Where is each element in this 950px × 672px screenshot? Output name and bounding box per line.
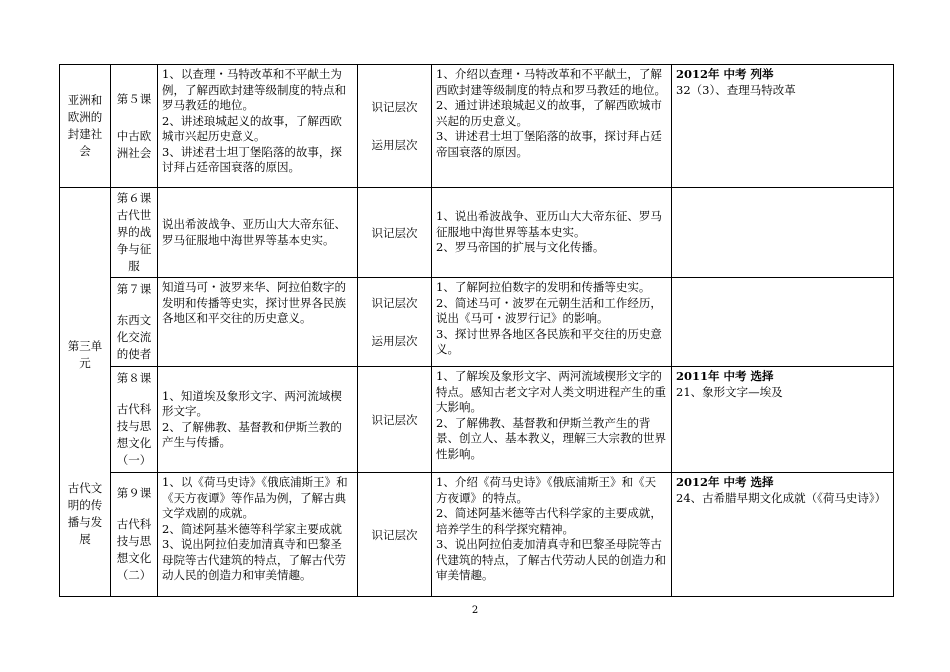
lesson-cell (111, 473, 158, 597)
lesson-number: 第６课 (116, 191, 152, 205)
goal-item: 说出希波战争、亚历山大大帝东征、罗马征服地中海世界等基本史实。 (162, 217, 346, 247)
exam-cell (672, 65, 894, 188)
level-cell (358, 367, 432, 473)
detail-item: 1、介绍《荷马史诗》《俄底浦斯王》和《天方夜谭》的特点。 (436, 475, 657, 505)
exam-detail: 21、象形文字—埃及 (676, 384, 783, 399)
exam-type: 年 中考 选择 (708, 475, 774, 489)
detail-item: 1、说出希波战争、亚历山大大帝东征、罗马征服地中海世界等基本史实。 (436, 209, 662, 239)
detail-item: 1、介绍以查理・马特改革和不平献土，了解西欧封建等级制度的特点和罗马教廷的地位。 (436, 67, 666, 97)
unit-label: 第三单元 (67, 339, 103, 370)
goal-item: 1、以《荷马史诗》《俄底浦斯王》和《天方夜谭》等作品为例，了解古典文学戏剧的成就。 (162, 475, 348, 520)
goal-item: 3、讲述君士坦丁堡陷落的故事，探讨拜占廷帝国衰落的原因。 (162, 144, 342, 174)
detail-item: 2、简述马可・波罗在元朝生活和工作经历，说出《马可・波罗行记》的影响。 (436, 295, 662, 325)
goal-item: 1、以查理・马特改革和不平献土为例，了解西欧封建等级制度的特点和罗马教廷的地位。 (162, 67, 346, 112)
level-label: 运用层次 (371, 138, 418, 152)
detail-item: 1、了解阿拉伯数字的发明和传播等史实。 (436, 280, 651, 294)
table-row (60, 278, 894, 367)
detail-item: 1、了解埃及象形文字、两河流域楔形文字的特点。感知古老文字对人类文明进程产生的重大影响。 (436, 369, 666, 414)
lesson-title: 古代科技与思想文化（一） (116, 402, 152, 467)
unit-name: 古代文明的传播与发展 (67, 481, 103, 546)
level-label: 识记层次 (371, 527, 418, 542)
detail-cell (432, 473, 672, 597)
exam-type: 年 中考 选择 (708, 369, 774, 383)
exam-type: 年 中考 列举 (708, 67, 774, 81)
lesson-cell (111, 188, 158, 278)
level-label: 运用层次 (371, 334, 418, 348)
lesson-title: 古代科技与思想文化（二） (116, 517, 152, 582)
detail-item: 2、简述阿基米德等古代科学家的主要成就，培养学生的科学探究精神。 (436, 506, 662, 536)
detail-item: 2、罗马帝国的扩展与文化传播。 (436, 240, 605, 255)
level-label: 识记层次 (371, 100, 418, 114)
detail-item: 2、了解佛教、基督教和伊斯兰教产生的背景、创立人、基本教义，理解三大宗教的世界性影响。 (436, 415, 666, 461)
detail-cell (432, 278, 672, 367)
exam-year: 2011 (676, 369, 709, 383)
lesson-number: 第９课 (116, 486, 152, 500)
page-number: 2 (471, 605, 479, 616)
detail-cell (432, 188, 672, 278)
level-label: 识记层次 (371, 296, 418, 310)
exam-year: 2012 (676, 67, 709, 81)
exam-year: 2012 (676, 475, 709, 489)
lesson-number: 第７课 (116, 282, 152, 296)
level-cell (358, 473, 432, 597)
detail-cell (432, 367, 672, 473)
level-label: 识记层次 (371, 225, 418, 240)
goal-item: 知道马可・波罗来华、阿拉伯数字的发明和传播等史实，探讨世界各民族各地区和平交往的历史意义。 (162, 280, 346, 325)
lesson-title: 中古欧洲社会 (116, 128, 152, 160)
lesson-cell (111, 65, 158, 188)
exam-cell (672, 188, 894, 278)
level-cell (358, 65, 432, 188)
goal-item: 2、了解佛教、基督教和伊斯兰教的产生与传播。 (162, 419, 342, 449)
goal-item: 3、说出阿拉伯麦加清真寺和巴黎圣母院等古代建筑的特点，了解古代劳动人民的创造力和审美情趣。 (162, 537, 346, 582)
unit-cell (60, 188, 111, 597)
goal-cell (158, 278, 358, 367)
unit-name: 亚洲和欧洲的封建社会 (67, 93, 103, 158)
lesson-number: 第５课 (116, 91, 152, 106)
goal-item: 2、简述阿基米德等科学家主要成就 (162, 521, 342, 536)
lesson-cell (111, 367, 158, 473)
table-row (60, 367, 894, 473)
detail-item: 2、通过讲述琅城起义的故事，了解西欧城市兴起的历史意义。 (436, 98, 662, 128)
goal-item: 2、讲述琅城起义的故事，了解西欧城市兴起历史意义。 (162, 113, 342, 143)
goal-cell (158, 65, 358, 188)
exam-cell (672, 367, 894, 473)
lesson-title: 古代世界的战争与征服 (116, 208, 152, 273)
level-cell (358, 278, 432, 367)
goal-item: 1、知道埃及象形文字、两河流域楔形文字。 (162, 388, 342, 418)
exam-detail: 32（3）、查理马特改革 (676, 82, 796, 97)
goal-cell (158, 188, 358, 278)
exam-detail: 24、古希腊早期文化成就（《荷马史诗》） (676, 490, 887, 505)
table-row (60, 65, 894, 188)
unit-cell (60, 65, 111, 188)
exam-cell (672, 473, 894, 597)
detail-item: 3、探讨世界各地区各民族和平交往的历史意义。 (436, 326, 662, 356)
level-label: 识记层次 (371, 412, 418, 427)
goal-cell (158, 473, 358, 597)
lesson-title: 东西文化交流的使者 (116, 313, 152, 361)
detail-cell (432, 65, 672, 188)
exam-cell (672, 278, 894, 367)
curriculum-table (59, 64, 894, 597)
lesson-cell (111, 278, 158, 367)
goal-cell (158, 367, 358, 473)
table-row (60, 188, 894, 278)
lesson-number: 第８课 (116, 371, 152, 385)
level-cell (358, 188, 432, 278)
detail-item: 3、讲述君士坦丁堡陷落的故事，探讨拜占廷帝国衰落的原因。 (436, 129, 662, 159)
table-row (60, 473, 894, 597)
detail-item: 3、说出阿拉伯麦加清真寺和巴黎圣母院等古代建筑的特点，了解古代劳动人民的创造力和审美情趣。 (436, 537, 666, 582)
